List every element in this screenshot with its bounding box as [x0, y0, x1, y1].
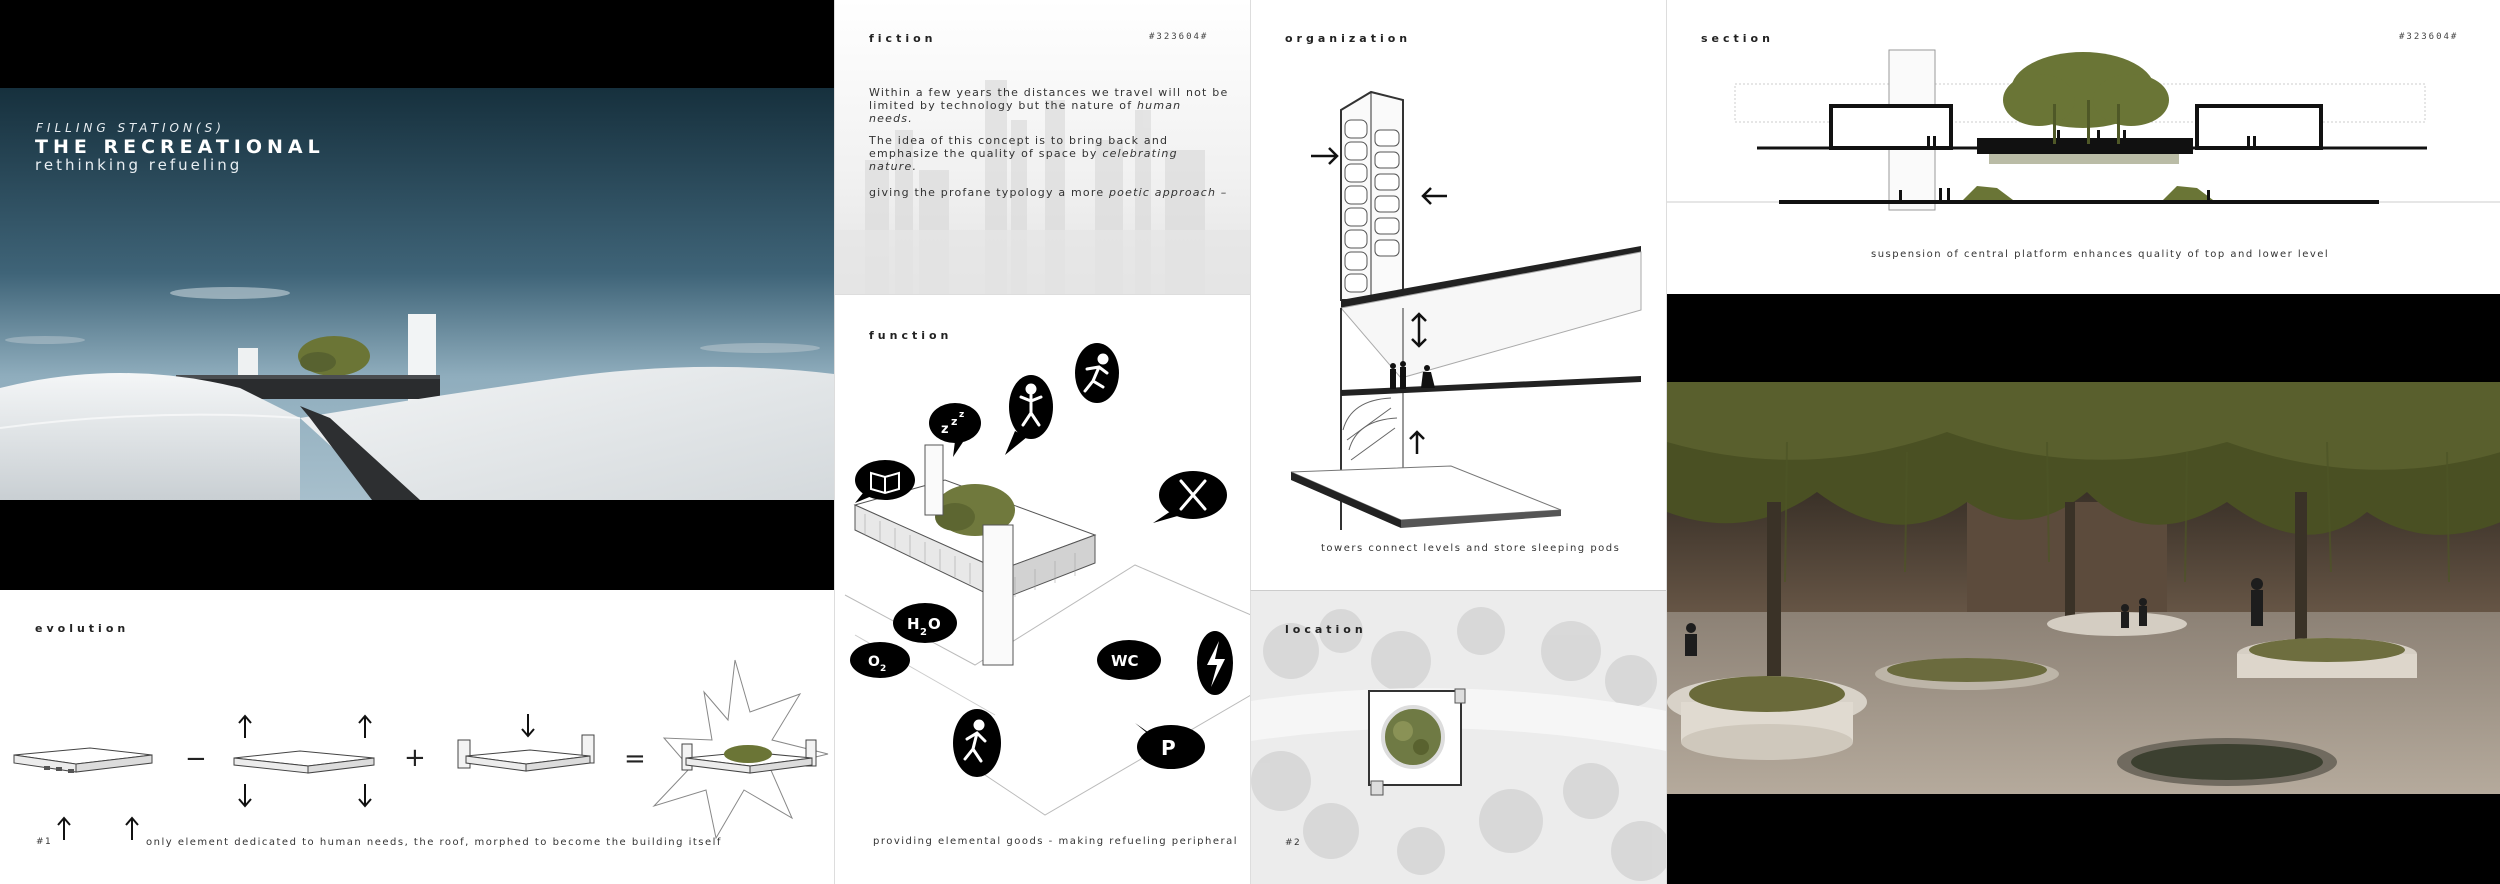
fiction-paragraph-2-emphasis: celebrating nature. [869, 147, 1178, 173]
hero-title: THE RECREATIONAL [35, 136, 325, 158]
fiction-paragraph-1-emphasis: human needs. [869, 99, 1182, 125]
section-caption: suspension of central platform enhances quality of top and lower level [1871, 249, 2330, 260]
hero-panel [0, 0, 834, 590]
fiction-paragraph-3-emphasis: poetic approach – [1109, 186, 1228, 199]
hero-subtitle: rethinking refueling [35, 156, 243, 174]
function-label: function [869, 329, 953, 342]
section-drawing [1667, 40, 2500, 240]
plus-sign: + [404, 743, 426, 773]
location-panel [1250, 590, 1666, 884]
sleep-icon: z [941, 422, 949, 437]
fiction-label: fiction [869, 32, 937, 45]
food-bubble [1153, 471, 1227, 523]
fiction-paragraph-3 [869, 186, 1229, 199]
roof-slab-3 [458, 735, 594, 771]
evolution-label: evolution [35, 622, 130, 635]
run-bubble [1075, 343, 1119, 403]
sleep-icon-z3: z [959, 410, 965, 420]
oxygen-bubble [850, 642, 910, 678]
minus-sign: − [185, 744, 207, 774]
final-building [654, 660, 828, 838]
organization-caption: towers connect levels and store sleeping pods [1321, 543, 1621, 554]
section-panel [1666, 0, 2500, 294]
evolution-number: #1 [36, 837, 53, 847]
water-bubble [893, 603, 957, 643]
parking-icon: P [1161, 736, 1176, 760]
evolution-diagram [0, 650, 834, 850]
jump-bubble [1005, 375, 1053, 455]
function-caption: providing elemental goods - making refueling peripheral [873, 836, 1238, 847]
location-label: location [1285, 623, 1367, 636]
render-panel [1666, 294, 2500, 884]
h2o-subscript: 2 [920, 627, 927, 638]
o2-text: O [868, 654, 880, 670]
equals-sign: = [624, 744, 646, 774]
fiction-paragraph-1-text: Within a few years the distances we travel will not be limited by technology but the nature of [869, 86, 1229, 112]
fiction-paragraph-1 [869, 86, 1229, 125]
arrow-up-icon [239, 716, 251, 738]
power-bubble [1197, 631, 1233, 695]
o2-subscript: 2 [880, 664, 887, 674]
h2o-o: O [928, 615, 941, 633]
fiction-panel [834, 0, 1250, 294]
organization-diagram [1251, 70, 1666, 540]
parking-bubble [1135, 723, 1205, 769]
wc-bubble [1097, 640, 1161, 680]
evolution-panel [0, 590, 834, 884]
function-panel [834, 294, 1250, 884]
h2o-text: H [907, 615, 920, 633]
arrow-up-icon [1410, 432, 1424, 454]
organization-label: organization [1285, 32, 1412, 45]
evolution-caption: only element dedicated to human needs, the roof, morphed to become the building itself [146, 837, 722, 848]
walk-bubble [953, 709, 1001, 777]
wc-text: WC [1111, 652, 1139, 670]
sleep-icon-z2: z [951, 415, 958, 428]
arrow-up-icon [58, 818, 70, 840]
hero-kicker: FILLING STATION(S) [36, 121, 225, 135]
organization-panel [1250, 0, 1666, 590]
arrow-down-icon [239, 784, 251, 806]
fiction-paragraph-2-text: The idea of this concept is to bring back and emphasize the quality of space by [869, 134, 1169, 160]
section-code: #323604# [2399, 32, 2459, 42]
section-label: section [1701, 32, 1774, 45]
arrow-down-icon [359, 784, 371, 806]
roof-slab-2 [234, 751, 374, 773]
courtyard-render-image [1667, 382, 2500, 794]
fiction-paragraph-3-text: giving the profane typology a more [869, 186, 1105, 199]
function-diagram [835, 335, 1250, 855]
roof-slab-1 [14, 748, 152, 773]
arrow-right-icon [1311, 148, 1337, 164]
fiction-paragraph-2 [869, 134, 1229, 173]
fiction-code: #323604# [1149, 32, 1209, 42]
location-number: #2 [1285, 838, 1302, 848]
arrow-left-icon [1423, 188, 1447, 204]
arrow-up-icon [359, 716, 371, 738]
arrow-down-icon [522, 714, 534, 736]
arrow-up-icon [126, 818, 138, 840]
